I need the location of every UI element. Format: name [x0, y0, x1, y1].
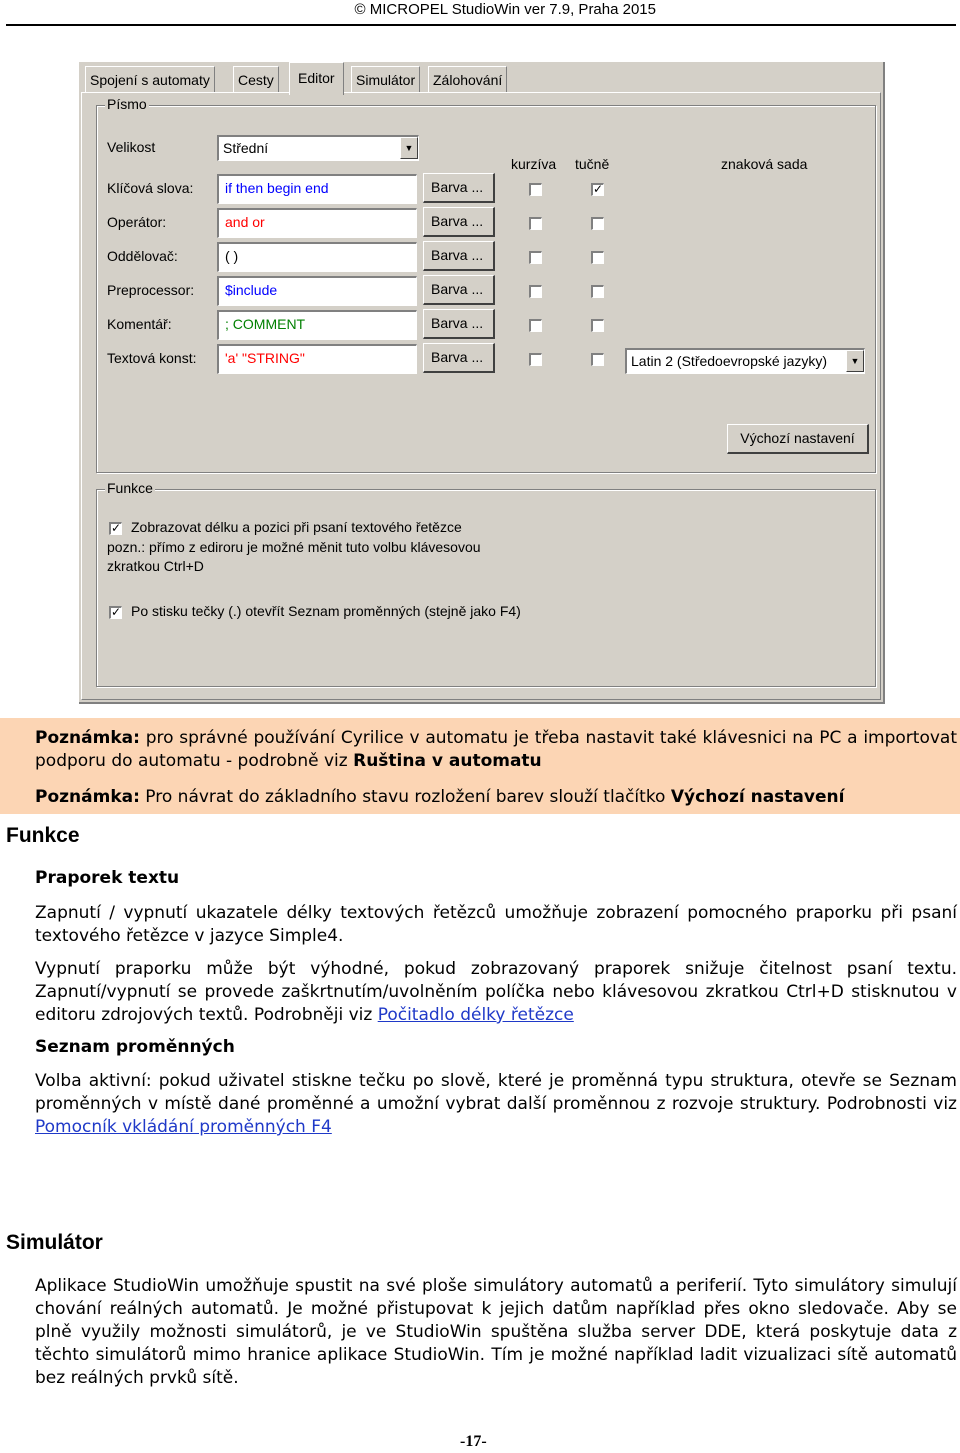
note-cyrillic-label: Poznámka:	[35, 728, 140, 748]
funkce-heading: Funkce	[6, 824, 80, 847]
operator-sample-text: and or	[225, 214, 265, 230]
comment-sample-text: ; COMMENT	[225, 316, 306, 332]
note-default-text: Pro návrat do základního stavu rozložení barev slouží tlačítko	[139, 787, 671, 807]
open-variables-label: Po stisku tečky (.) otevřít Seznam proměnných (stejně jako F4)	[131, 603, 521, 619]
shortcut-note-line2: zkratkou Ctrl+D	[107, 558, 204, 574]
operator-bold-checkbox[interactable]	[591, 217, 604, 230]
font-group-title: Písmo	[107, 96, 147, 112]
bold-col-label: tučně	[575, 156, 610, 172]
separator-sample-text: ( )	[225, 248, 239, 264]
seznam-paragraph-text: Volba aktivní: pokud uživatel stiskne tečku po slově, které je proměnná typu struktura, otevře se Seznam proměnných v místě dané proměnné a umožní vybrat další proměnnou z rozvoje struktury. Podrobnosti viz	[35, 1071, 957, 1114]
chevron-down-icon[interactable]: ▼	[400, 137, 418, 159]
charset-value: Latin 2 (Středoevropské jazyky)	[631, 353, 828, 369]
show-length-label: Zobrazovat délku a pozici při psaní textového řetězce	[131, 519, 462, 535]
comment-label: Komentář:	[107, 316, 172, 332]
note-default-label: Poznámka:	[35, 787, 140, 807]
note-cyrillic-link: Ruština v automatu	[353, 751, 542, 771]
function-group	[96, 480, 876, 687]
tab-editor[interactable]: Editor	[289, 62, 344, 95]
string-const-sample	[217, 344, 417, 374]
string-const-bold-checkbox[interactable]	[591, 353, 604, 366]
page-number: -17-	[460, 1433, 487, 1450]
default-settings-button[interactable]: Výchozí nastavení	[727, 424, 869, 454]
separator-label: Oddělovač:	[107, 248, 178, 264]
preprocessor-bold-checkbox[interactable]	[591, 285, 604, 298]
notes-box	[0, 718, 960, 814]
size-value: Střední	[223, 140, 269, 156]
operator-color-button[interactable]: Barva ...	[423, 207, 495, 237]
praporek-paragraph-2-text: Vypnutí praporku může být výhodné, pokud zobrazovaný praporek snižuje čitelnost psaní textu. Zapnutí/vypnutí se provede zaškrtnutím/uvolněním políčka nebo klávesovou zkratkou Ctrl+D stisknutou v editoru zdrojových textů. Podrobněji viz	[35, 959, 957, 1025]
note-default-bold: Výchozí nastavení	[670, 787, 845, 807]
praporek-paragraph-2	[35, 958, 957, 1027]
separator-bold-checkbox[interactable]	[591, 251, 604, 264]
string-const-italic-checkbox[interactable]	[529, 353, 542, 366]
operator-italic-checkbox[interactable]	[529, 217, 542, 230]
separator-sample	[217, 242, 417, 272]
string-const-label: Textová konst:	[107, 350, 197, 366]
separator-italic-checkbox[interactable]	[529, 251, 542, 264]
italic-col-label: kurzíva	[511, 156, 557, 172]
editor-settings-dialog	[79, 62, 885, 704]
note-cyrillic-text: pro správné používání Cyrilice v automatu je třeba nastavit také klávesnici na PC a importovat podporu do automatu - podrobně viz	[35, 728, 957, 771]
show-length-checkbox[interactable]: ✓	[111, 521, 122, 535]
preprocessor-sample	[217, 276, 417, 306]
keywords-sample	[217, 174, 417, 204]
simulator-paragraph: Aplikace StudioWin umožňuje spustit na své ploše simulátory automatů a periferií. Tyto simulátory simulují chování reálných automatů. Je možné přistupovat k jejich datům například přes okno sledovače. Aby se plně využily možnosti simulátorů, je ve StudioWin spuštěna služba server DDE, která poskytuje data z těchto simulátorů mimo hranice aplikace StudioWin. Tím je možné například ladit vizualizaci sítě automatů bez reálných prvků sítě.	[35, 1276, 957, 1388]
keywords-bold-checkbox[interactable]: ✓	[593, 182, 604, 196]
editor-tab-panel	[81, 92, 881, 700]
preprocessor-color-button[interactable]: Barva ...	[423, 275, 495, 305]
preprocessor-italic-checkbox[interactable]	[529, 285, 542, 298]
separator-color-button[interactable]: Barva ...	[423, 241, 495, 271]
open-variables-checkbox[interactable]: ✓	[111, 605, 122, 619]
tab-simulator[interactable]: Simulátor	[351, 66, 420, 93]
string-const-sample-text: 'a' "STRING"	[225, 350, 305, 366]
chevron-down-icon[interactable]: ▼	[846, 350, 864, 372]
seznam-link[interactable]: Pomocník vkládání proměnných F4	[35, 1117, 332, 1137]
comment-bold-checkbox[interactable]	[591, 319, 604, 332]
size-label: Velikost	[107, 139, 156, 155]
note-cyrillic	[35, 727, 957, 773]
keywords-color-button[interactable]: Barva ...	[423, 173, 495, 203]
keywords-italic-checkbox[interactable]	[529, 183, 542, 196]
function-group-title: Funkce	[107, 480, 153, 496]
note-default	[35, 786, 957, 809]
font-group	[96, 96, 876, 473]
seznam-paragraph	[35, 1070, 957, 1139]
preprocessor-sample-text: $include	[225, 282, 278, 298]
seznam-heading: Seznam proměnných	[35, 1037, 235, 1057]
operator-sample	[217, 208, 417, 238]
string-const-color-button[interactable]: Barva ...	[423, 343, 495, 373]
praporek-link[interactable]: Počitadlo délky řetězce	[377, 1005, 574, 1025]
preprocessor-label: Preprocessor:	[107, 282, 195, 298]
keywords-label: Klíčová slova:	[107, 180, 194, 196]
comment-color-button[interactable]: Barva ...	[423, 309, 495, 339]
tab-spojeni[interactable]: Spojení s automaty	[85, 66, 215, 93]
shortcut-note-line1: pozn.: přímo z ediroru je možné měnit tuto volbu klávesovou	[107, 539, 481, 555]
header-title: © MICROPEL StudioWin ver 7.9, Praha 2015	[354, 1, 656, 18]
size-select[interactable]	[217, 135, 419, 161]
tab-zalohovani[interactable]: Zálohování	[428, 66, 507, 93]
praporek-paragraph-1: Zapnutí / vypnutí ukazatele délky textových řetězců umožňuje zobrazení pomocného praporku při psaní textového řetězce v jazyce Simple4.	[35, 903, 957, 946]
tab-cesty[interactable]: Cesty	[233, 66, 279, 93]
charset-col-label: znaková sada	[721, 156, 808, 172]
comment-sample	[217, 310, 417, 340]
charset-select[interactable]	[625, 348, 865, 374]
keywords-sample-text: if then begin end	[225, 180, 329, 196]
page-header	[6, 0, 956, 26]
comment-italic-checkbox[interactable]	[529, 319, 542, 332]
simulator-heading: Simulátor	[6, 1231, 103, 1254]
praporek-heading: Praporek textu	[35, 868, 180, 888]
operator-label: Operátor:	[107, 214, 167, 230]
